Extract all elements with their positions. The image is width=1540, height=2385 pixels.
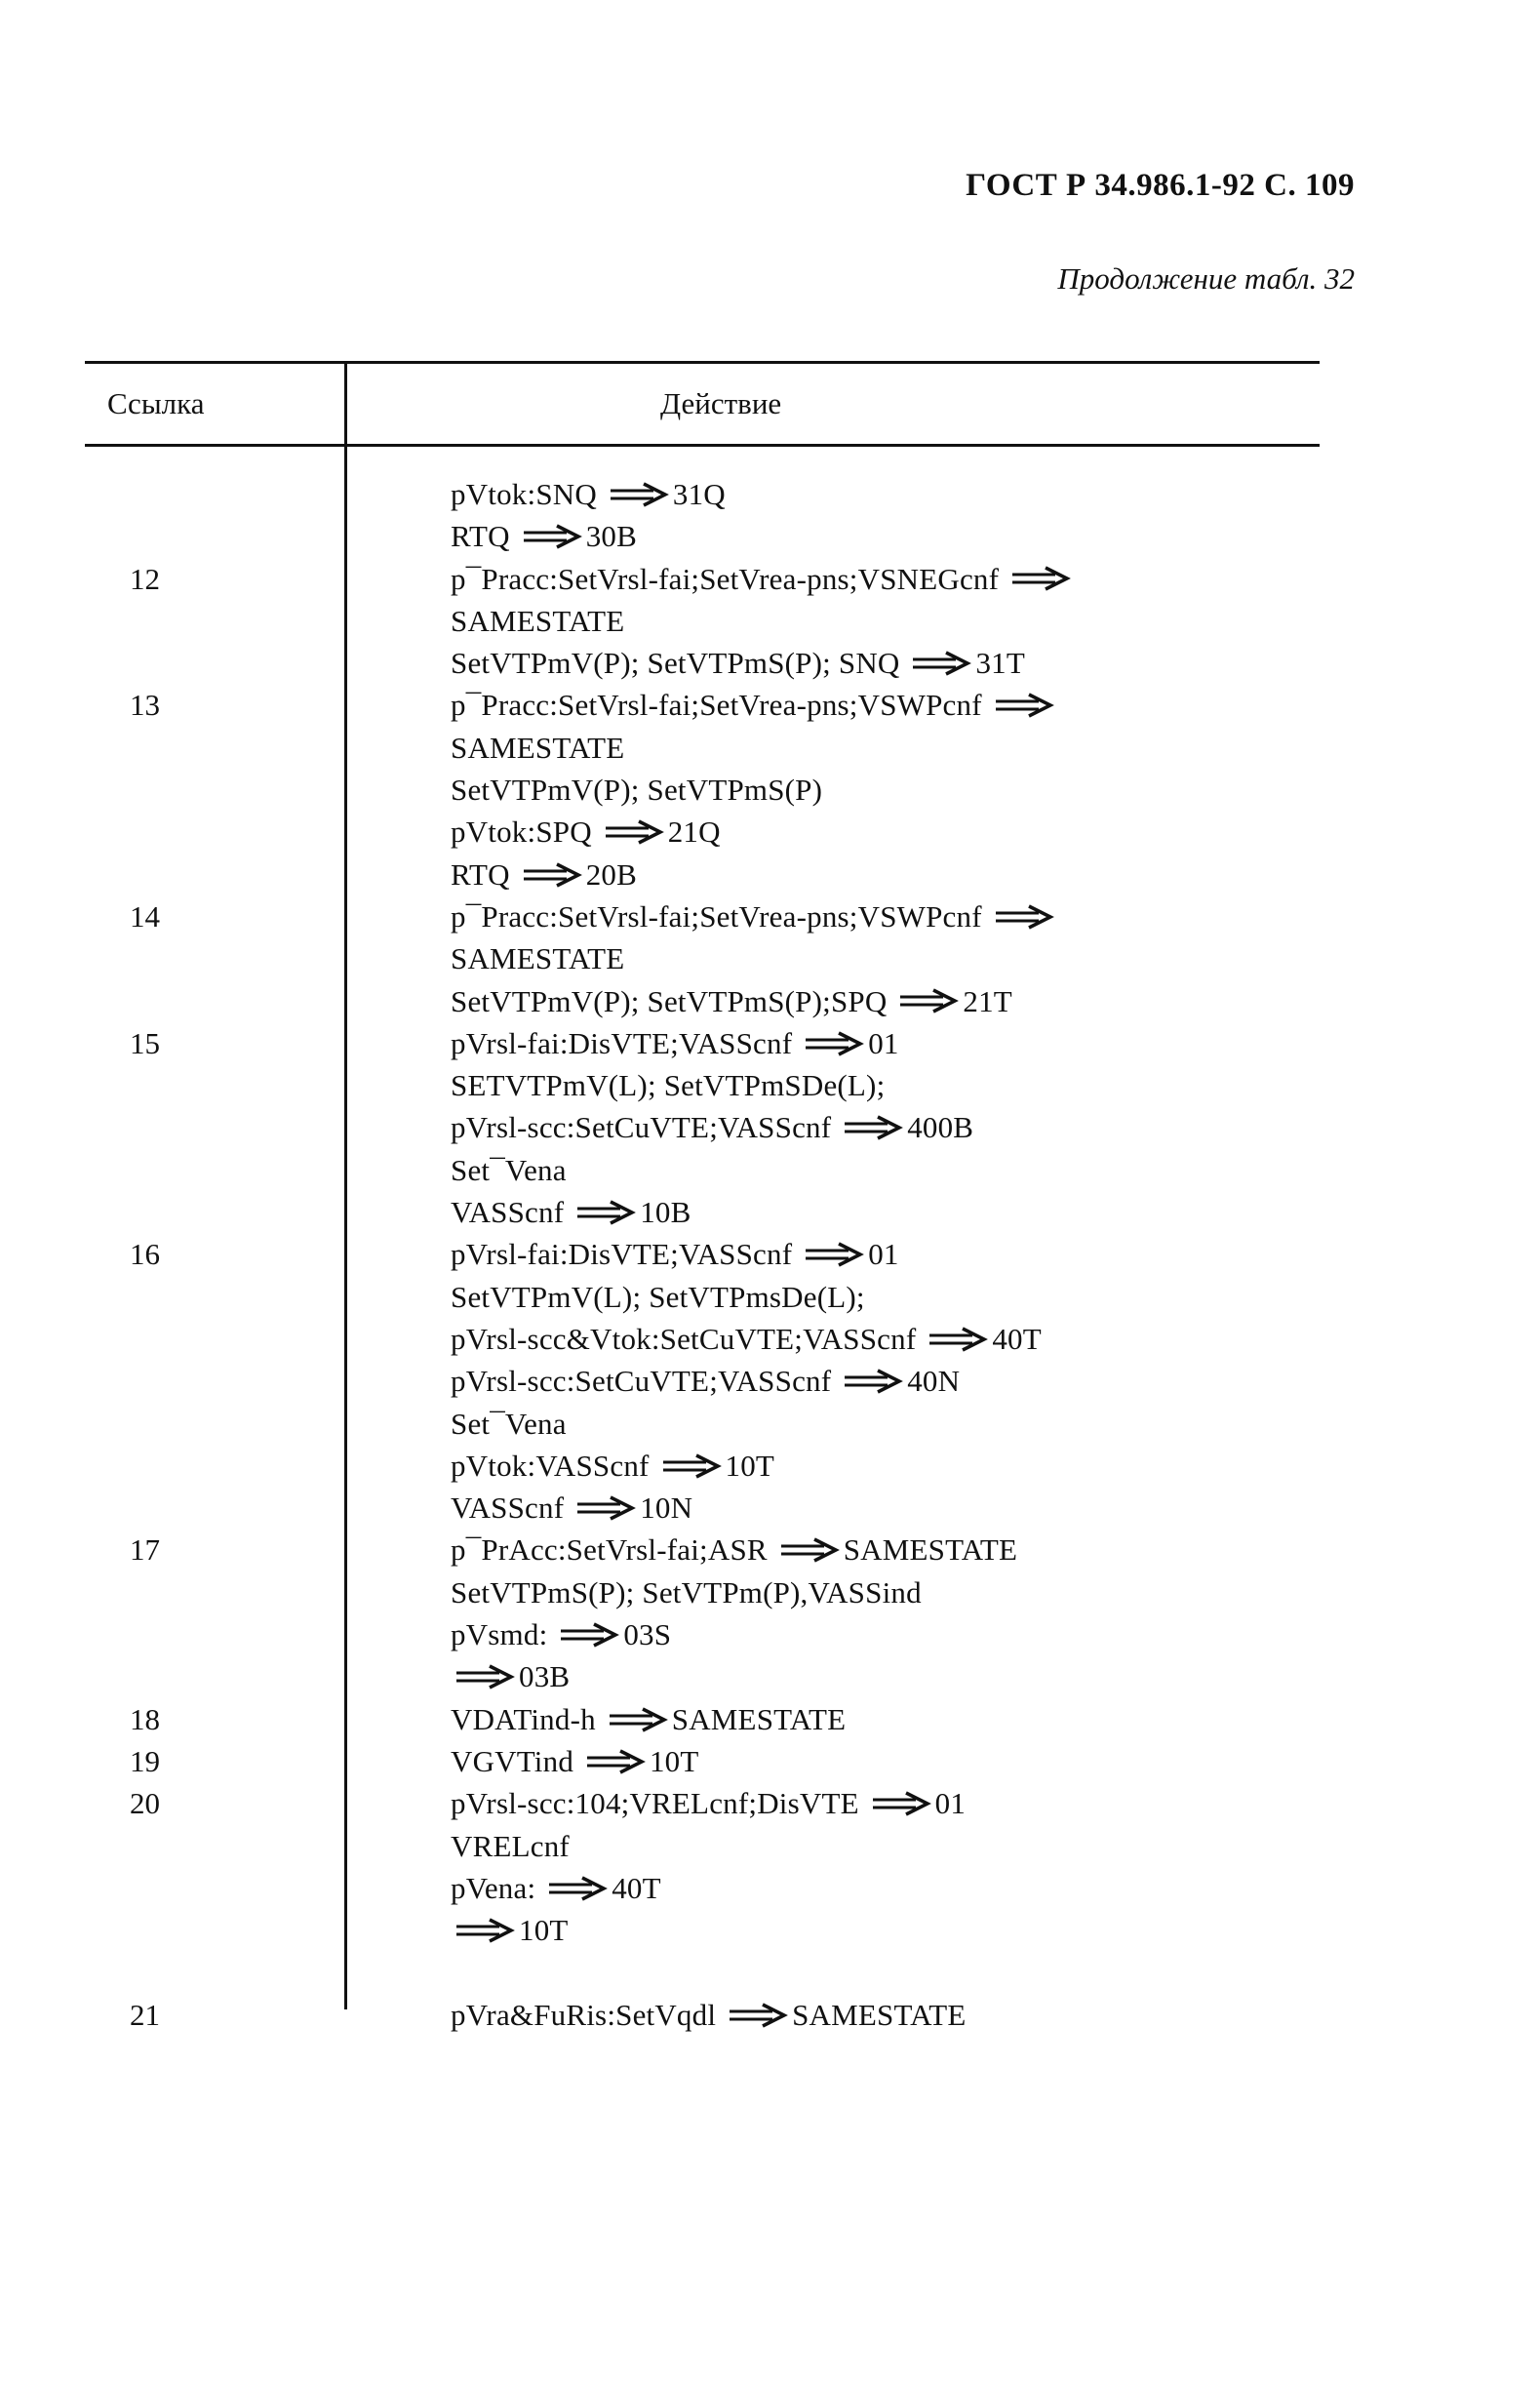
table-row [0, 1529, 1540, 1570]
action-text: pVtok:SPQ [451, 815, 600, 850]
action-text: pVrsl-scc:SetCuVTE;VASScnf [451, 1110, 840, 1145]
table-row [0, 1698, 1540, 1740]
action-cell [451, 895, 1058, 937]
table-row [0, 1233, 1540, 1275]
action-text: 21Q [667, 815, 721, 850]
table-row [0, 1994, 1540, 2036]
double-arrow-icon [843, 1115, 903, 1140]
table-caption: Продолжение табл. 32 [1057, 261, 1355, 296]
action-cell [451, 1909, 569, 1951]
action-cell [451, 642, 1025, 684]
action-text: 03S [623, 1617, 672, 1652]
action-text: SetVTPmV(P); SetVTPmS(P);SPQ [451, 983, 895, 1018]
action-cell [451, 1276, 865, 1318]
action-cell [451, 937, 624, 979]
action-cell [451, 684, 1058, 726]
table-row [0, 1867, 1540, 1909]
action-text: SAMESTATE [451, 730, 625, 765]
table-row [0, 515, 1540, 557]
double-arrow-icon [994, 693, 1054, 718]
double-arrow-icon [728, 2003, 788, 2028]
action-text: 10N [640, 1491, 693, 1526]
action-cell [451, 769, 822, 811]
action-cell [451, 1318, 1042, 1360]
double-arrow-icon [454, 1918, 515, 1943]
double-arrow-icon [843, 1369, 903, 1394]
table-row [0, 854, 1540, 895]
action-cell [451, 1487, 692, 1529]
double-arrow-icon [604, 819, 664, 845]
action-text: SetVTPmS(P); SetVTPm(P),VASSind [451, 1574, 922, 1610]
action-cell [451, 1106, 973, 1148]
action-text: 10T [725, 1448, 775, 1483]
action-cell [451, 1825, 570, 1867]
table-row [0, 1064, 1540, 1106]
action-text: pVrsl-fai:DisVTE;VASScnf [451, 1237, 801, 1272]
action-cell [451, 1064, 885, 1106]
table-row [0, 1445, 1540, 1487]
table-row [0, 1571, 1540, 1613]
action-text: pVena: [451, 1870, 544, 1905]
action-text: pVrsl-scc:104;VRELcnf;DisVTE [451, 1786, 867, 1821]
table-row [0, 1951, 1540, 1993]
action-text: 10T [519, 1913, 569, 1948]
ref-cell: 13 [130, 688, 160, 723]
ref-cell: 20 [130, 1786, 160, 1821]
action-text: 400B [907, 1110, 974, 1145]
action-text: pVrsl-scc:SetCuVTE;VASScnf [451, 1364, 840, 1399]
action-cell [451, 473, 726, 515]
action-cell [451, 1867, 661, 1909]
action-text: Set¯Vena [451, 1152, 567, 1187]
table-row [0, 473, 1540, 515]
double-arrow-icon [585, 1749, 646, 1774]
table-row [0, 1909, 1540, 1951]
table-row [0, 1782, 1540, 1824]
double-arrow-icon [575, 1200, 636, 1225]
table-row [0, 684, 1540, 726]
double-arrow-icon [928, 1327, 988, 1352]
double-arrow-icon [575, 1495, 636, 1521]
action-text: RTQ [451, 856, 518, 892]
action-cell [451, 1191, 691, 1233]
double-arrow-icon [779, 1537, 840, 1563]
double-arrow-icon [559, 1622, 619, 1648]
double-arrow-icon [608, 1707, 668, 1732]
action-text: VRELcnf [451, 1828, 570, 1863]
table-row [0, 1022, 1540, 1064]
action-cell [451, 1698, 846, 1740]
action-cell [451, 980, 1012, 1022]
action-text: p¯Pracc:SetVrsl-fai;SetVrea-pns;VSWPcnf [451, 688, 990, 723]
action-text: 31Q [672, 477, 726, 511]
action-cell [451, 558, 1075, 600]
action-text: Set¯Vena [451, 1406, 567, 1441]
ref-cell: 21 [130, 1997, 160, 2032]
action-text: SAMESTATE [451, 603, 625, 638]
action-text: 01 [868, 1025, 899, 1060]
action-cell [451, 1529, 1017, 1570]
action-text: pVtok:VASScnf [451, 1448, 657, 1483]
action-text: SETVTPmV(L); SetVTPmSDe(L); [451, 1068, 886, 1103]
action-text: pVsmd: [451, 1617, 556, 1652]
table-header-rule [85, 444, 1320, 447]
table-row [0, 1360, 1540, 1402]
action-text: 03B [519, 1659, 571, 1694]
double-arrow-icon [1010, 566, 1071, 591]
double-arrow-icon [804, 1242, 864, 1267]
action-text: 30B [585, 519, 637, 554]
action-text: VGVTind [451, 1743, 581, 1778]
table-row [0, 1825, 1540, 1867]
action-text: pVtok:SNQ [451, 477, 605, 511]
page-header: ГОСТ Р 34.986.1-92 С. 109 [966, 168, 1355, 203]
action-text: SAMESTATE [671, 1701, 847, 1736]
ref-cell: 16 [130, 1237, 160, 1272]
action-text: SAMESTATE [843, 1532, 1018, 1568]
action-cell [451, 1233, 899, 1275]
action-text: p¯Pracc:SetVrsl-fai;SetVrea-pns;VSWPcnf [451, 898, 990, 934]
action-cell [451, 1403, 567, 1445]
table-row [0, 1191, 1540, 1233]
action-text: 40T [612, 1870, 661, 1905]
action-text: 21T [963, 983, 1012, 1018]
action-cell [451, 1022, 899, 1064]
table-row [0, 980, 1540, 1022]
ref-cell: 19 [130, 1743, 160, 1778]
table-row [0, 769, 1540, 811]
action-text: pVrsl-fai:DisVTE;VASScnf [451, 1025, 801, 1060]
double-arrow-icon [661, 1453, 722, 1479]
table-row [0, 727, 1540, 769]
ref-cell: 18 [130, 1701, 160, 1736]
action-text: RTQ [451, 519, 518, 554]
table-row [0, 642, 1540, 684]
action-text: SAMESTATE [792, 1997, 967, 2032]
ref-cell: 14 [130, 898, 160, 934]
action-text: p¯PrAcc:SetVrsl-fai;ASR [451, 1532, 775, 1568]
ref-cell: 17 [130, 1532, 160, 1568]
action-cell [451, 1994, 967, 2036]
action-cell [451, 515, 637, 557]
action-text: VASScnf [451, 1491, 573, 1526]
action-cell [451, 1655, 570, 1697]
table-row [0, 1276, 1540, 1318]
action-text: SetVTPmV(P); SetVTPmS(P); SNQ [451, 646, 908, 681]
double-arrow-icon [804, 1031, 864, 1056]
action-cell [451, 1360, 960, 1402]
table-row [0, 1740, 1540, 1782]
action-cell [451, 1782, 966, 1824]
table-row [0, 811, 1540, 853]
action-cell [451, 1740, 699, 1782]
action-text: SetVTPmV(L); SetVTPmsDe(L); [451, 1279, 865, 1314]
action-text: p¯Pracc:SetVrsl-fai;SetVrea-pns;VSNEGcnf [451, 561, 1007, 596]
action-cell [451, 854, 637, 895]
double-arrow-icon [454, 1664, 515, 1689]
column-header-action: Действие [660, 386, 782, 420]
column-header-ref: Ссылка [107, 386, 205, 420]
action-text: VDATind-h [451, 1701, 604, 1736]
table-body [0, 473, 1540, 2036]
table-row [0, 895, 1540, 937]
double-arrow-icon [522, 862, 582, 888]
action-cell [451, 1149, 567, 1191]
action-text: pVrsl-scc&Vtok:SetCuVTE;VASScnf [451, 1321, 925, 1356]
double-arrow-icon [994, 904, 1054, 930]
table-row [0, 1487, 1540, 1529]
action-text: 10T [649, 1743, 699, 1778]
action-cell [451, 811, 721, 853]
table-row [0, 558, 1540, 600]
action-text: VASScnf [451, 1195, 573, 1230]
action-cell [451, 600, 624, 642]
action-text: 31T [975, 646, 1026, 681]
double-arrow-icon [609, 482, 669, 507]
table-row [0, 1655, 1540, 1697]
action-text: SetVTPmV(P); SetVTPmS(P) [451, 773, 823, 808]
table-row [0, 1318, 1540, 1360]
table-row [0, 1613, 1540, 1655]
double-arrow-icon [911, 651, 971, 676]
table-row [0, 1149, 1540, 1191]
action-cell [451, 1571, 922, 1613]
ref-cell: 15 [130, 1025, 160, 1060]
double-arrow-icon [871, 1791, 931, 1816]
action-text: 01 [934, 1786, 967, 1821]
action-text: 20B [585, 856, 637, 892]
action-text: SAMESTATE [451, 941, 625, 976]
action-text: 10B [640, 1195, 691, 1230]
action-cell [451, 727, 624, 769]
action-text: 40N [907, 1364, 961, 1399]
action-text: pVra&FuRis:SetVqdl [451, 1997, 725, 2032]
table-top-rule [85, 361, 1320, 364]
table-row [0, 1403, 1540, 1445]
table-row [0, 1106, 1540, 1148]
double-arrow-icon [547, 1876, 608, 1901]
table-row [0, 600, 1540, 642]
table-row [0, 937, 1540, 979]
double-arrow-icon [522, 524, 582, 549]
action-cell [451, 1445, 774, 1487]
action-text: 40T [992, 1321, 1042, 1356]
action-cell [451, 1613, 671, 1655]
action-text: 01 [868, 1237, 899, 1272]
double-arrow-icon [898, 988, 959, 1014]
ref-cell: 12 [130, 561, 160, 596]
